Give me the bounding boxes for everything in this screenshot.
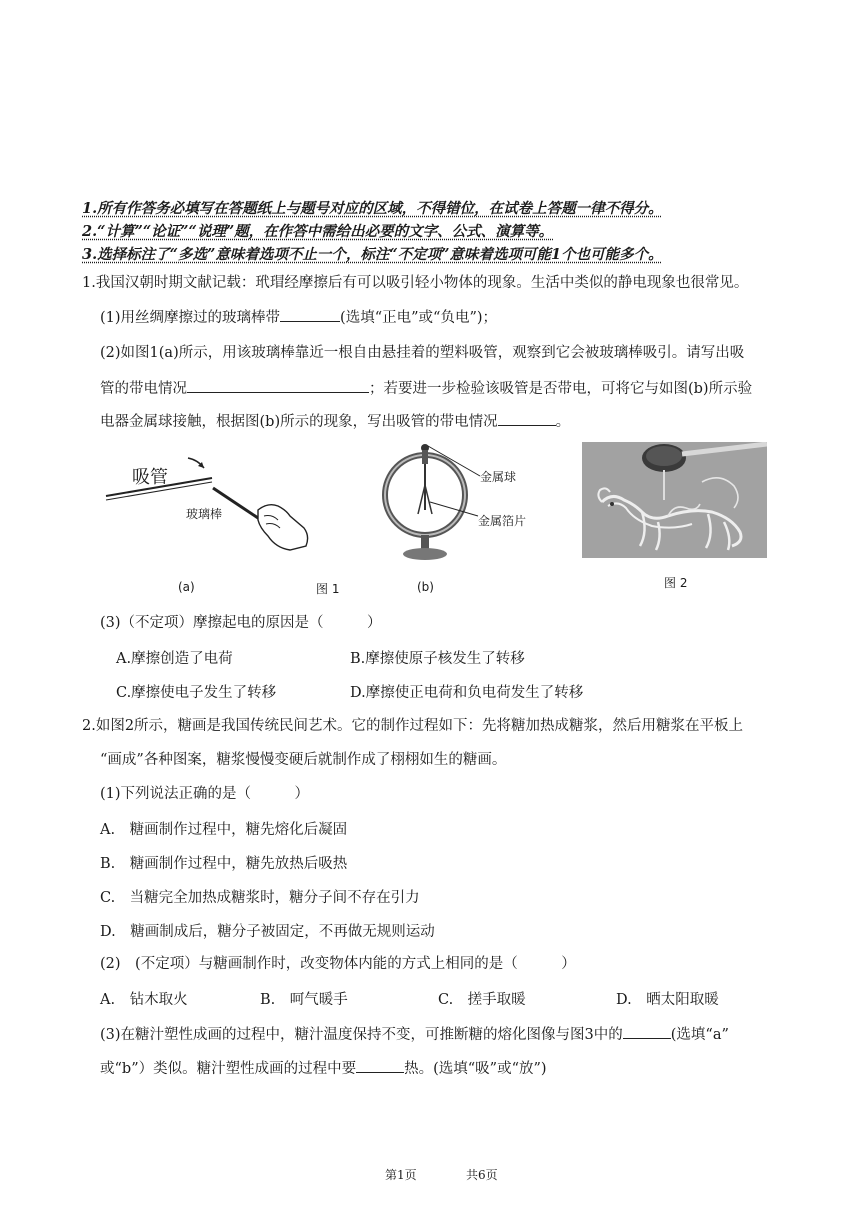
- q2-part2-option-d[interactable]: D. 晒太阳取暖: [616, 992, 719, 1008]
- answer-blank[interactable]: [356, 1058, 404, 1073]
- metal-foil-label: 金属箔片: [478, 514, 527, 528]
- q1-part2-text-d: 。: [555, 414, 571, 430]
- q1-part2-text-a: 管的带电情况: [100, 381, 187, 397]
- figure-1b-electroscope: [370, 440, 490, 570]
- answer-blank[interactable]: [498, 411, 556, 426]
- q2-part1-option-d[interactable]: D. 糖画制成后，糖分子被固定，不再做无规则运动: [100, 924, 435, 940]
- q1-part3: (3)（不定项）摩擦起电的原因是（ ）: [100, 615, 382, 631]
- caption-a: (a): [178, 580, 195, 594]
- q1-part2-text-b: ；若要进一步检验该吸管是否带电，可将它与如图(b)所示验: [369, 381, 753, 397]
- notice-2: 2.“计算”“论证”“说理”题，在作答中需给出必要的文字、公式、演算等。: [82, 223, 554, 240]
- q2-part2-option-c[interactable]: C. 搓手取暖: [438, 992, 526, 1008]
- q1-option-c[interactable]: C.摩擦使电子发生了转移: [116, 685, 277, 701]
- q2-stem-line2: “画成”各种图案，糖浆慢慢变硬后就制作成了栩栩如生的糖画。: [100, 752, 507, 768]
- q1-option-d[interactable]: D.摩擦使正电荷和负电荷发生了转移: [350, 685, 584, 701]
- q1-option-b[interactable]: B.摩擦使原子核发生了转移: [350, 651, 525, 667]
- q1-part2-line2: [100, 378, 752, 399]
- notice-1: 1.所有作答务必填写在答题纸上与题号对应的区域，不得错位，在试卷上答题一律不得分。: [82, 200, 663, 217]
- page-number: 第1页: [385, 1168, 417, 1182]
- q1-option-a[interactable]: A.摩擦创造了电荷: [116, 651, 233, 667]
- q1-part1-text-b: (选填“正电”或“负电”)；: [340, 310, 498, 326]
- q1-stem: 1.我国汉朝时期文献记载：玳瑁经摩擦后有可以吸引轻小物体的现象。生活中类似的静电现象也很常见。: [82, 275, 749, 291]
- caption-fig1: 图 1: [316, 582, 340, 596]
- notice-3: 3.选择标注了“多选”意味着选项不止一个，标注“不定项”意味着选项可能1个也可能多个。: [82, 246, 663, 263]
- page-total: 共6页: [466, 1168, 498, 1182]
- glass-rod-label: 玻璃棒: [186, 507, 223, 521]
- q2-part1-option-b[interactable]: B. 糖画制作过程中，糖先放热后吸热: [100, 856, 348, 872]
- q2-part3-line1: [100, 1024, 729, 1045]
- q2-part2-option-b[interactable]: B. 呵气暖手: [260, 992, 348, 1008]
- q2-part3-line2: [100, 1058, 547, 1079]
- q1-part2-line1: (2)如图1(a)所示，用该玻璃棒靠近一根自由悬挂着的塑料吸管，观察到它会被玻璃棒吸引。请写出吸: [100, 345, 745, 361]
- q2-part3-text-c: 或“b”）类似。糖汁塑性成画的过程中要: [100, 1061, 357, 1077]
- q2-part3-text-a: (3)在糖汁塑性成画的过程中，糖汁温度保持不变，可推断糖的熔化图像与图3中的: [100, 1027, 623, 1043]
- metal-ball-label: 金属球: [480, 470, 517, 484]
- answer-blank[interactable]: [280, 307, 340, 322]
- q1-part2-line3: [100, 411, 570, 432]
- q2-stem-line1: 2.如图2所示，糖画是我国传统民间艺术。它的制作过程如下：先将糖加热成糖浆，然后用糖浆在平板上: [82, 718, 744, 734]
- answer-blank[interactable]: [623, 1024, 671, 1039]
- caption-fig2: 图 2: [664, 576, 688, 590]
- caption-b: (b): [417, 580, 434, 594]
- figure-2-sugar-painting-photo: [582, 442, 767, 558]
- q2-part2: (2) (不定项）与糖画制作时，改变物体内能的方式上相同的是（ ）: [100, 956, 576, 972]
- q2-part2-option-a[interactable]: A. 钻木取火: [100, 992, 188, 1008]
- q2-part3-text-b: (选填“a”: [670, 1027, 729, 1043]
- q1-part1-text-a: (1)用丝绸摩擦过的玻璃棒带: [100, 310, 281, 326]
- q2-part3-text-d: 热。(选填“吸”或“放”): [404, 1061, 547, 1077]
- q2-part1: (1)下列说法正确的是（ ）: [100, 786, 310, 802]
- q2-part1-option-a[interactable]: A. 糖画制作过程中，糖先熔化后凝固: [100, 822, 348, 838]
- answer-blank[interactable]: [187, 378, 369, 393]
- q1-part2-text-c: 电器金属球接触，根据图(b)所示的现象，写出吸管的带电情况: [100, 414, 498, 430]
- q2-part1-option-c[interactable]: C. 当糖完全加热成糖浆时，糖分子间不存在引力: [100, 890, 420, 906]
- straw-label: 吸管: [132, 467, 168, 488]
- q1-part1: [100, 307, 497, 328]
